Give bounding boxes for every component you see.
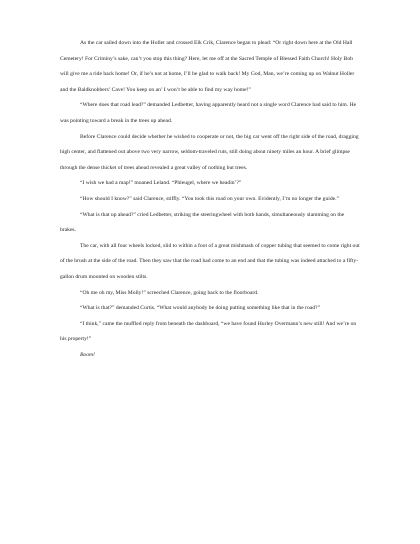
- paragraph-10: “I think,” came the muffled reply from beneath the dashboard, “we have found Hurley Overmann’s new still! And we’re on his property!”: [60, 320, 357, 343]
- paragraph-2: “Where does that road lead?” demanded Ledbetter, having apparently heard not a single word Clarence had said to him. He was pointing toward a break in the trees up ahead.: [60, 102, 357, 124]
- body-text: [60, 36, 360, 363]
- paragraph-6: “What is that up ahead?” cried Ledbetter, striking the steeringwheel with both hands, simultaneously slamming on the brakes.: [60, 211, 345, 234]
- paragraph-5: “How should I know?” said Clarence, stiffly. “You took this road on your own. Evidently, I’m no longer the guide.”: [80, 195, 339, 202]
- paragraph-3: Before Clarence could decide whether he wished to cooperate or not, the big car went off the right side of the road, dragging high center, and flattened out above two very narrow, seldom-traveled ruts, still doing about ninety miles an hour. A brief glimpse through the dense thicket of trees ahead revealed a great valley of nothing but trees.: [60, 133, 359, 171]
- paragraph-11: Boom!: [80, 351, 95, 358]
- paragraph-1: As the car sailed down into the Holler and crossed Elk Crik, Clarence began to plead: “Or right down here at the Old Hall Cemetery! For Criminy’s sake, can’t you stop this thing? Here, let me off at the Sacred Temple of Blessed Faith Church! Holy Bob will give me a ride back home! Or, if he’s not at home, I’ll be glad to walk back! My God, Man, we’re coming up on Walnut Holler and the Baldknobbers’ Cave! You keep on an’ I won’t be able to find my way home!”: [60, 40, 355, 93]
- paragraph-4: “I wish we had a map!” moaned Leland. “Phleugel, where we headin’?”: [80, 180, 242, 187]
- paragraph-8: “Oh me oh my, Miss Molly!” screeched Clarence, going back to the floorboard.: [80, 289, 259, 296]
- paragraph-7: The car, with all four wheels locked, slid to within a foot of a great mishmash of copper tubing that seemed to come right out of the brush at the side of the road. Then they saw that the road had come to an end and that the tubing was indeed attached to a fifty-gallon drum mounted on wooden stilts.: [60, 242, 360, 280]
- paragraph-9: “What is that?” demanded Curtis. “What would anybody be doing putting something like that in the road?”: [80, 305, 321, 312]
